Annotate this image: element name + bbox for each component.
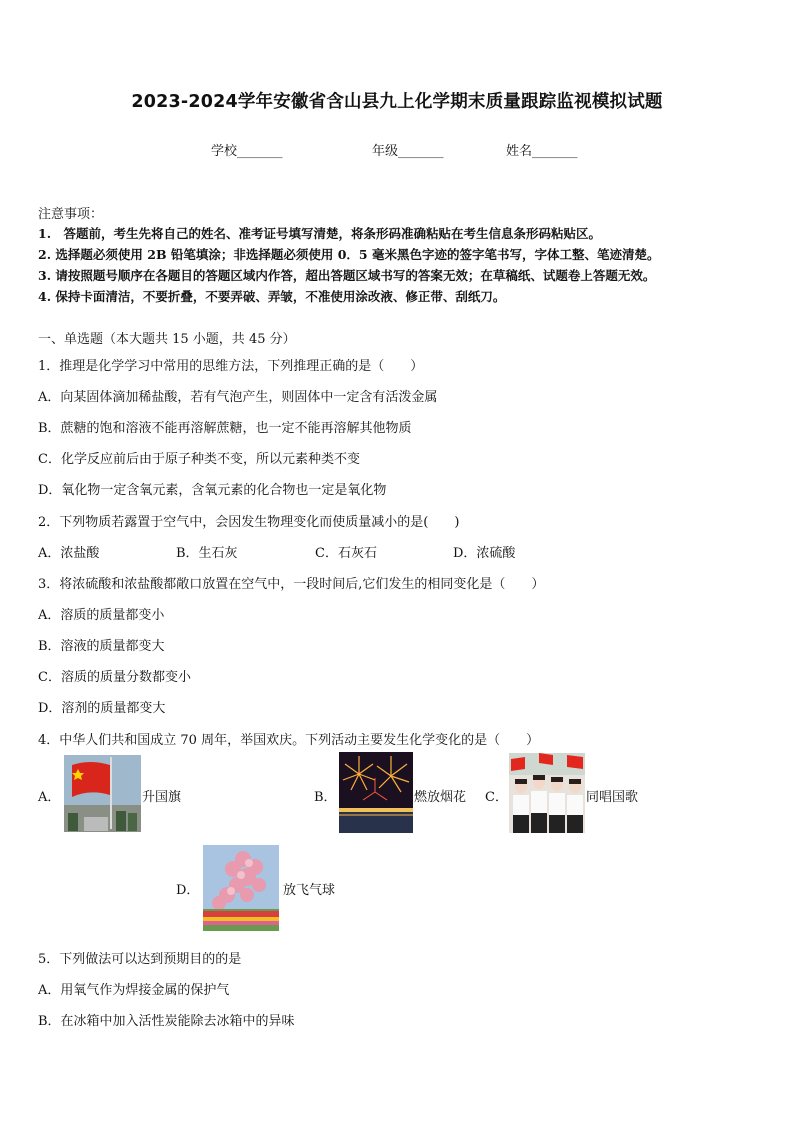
question-4-option-c-label: 同唱国歌 bbox=[586, 790, 639, 805]
name-field: 姓名_______ bbox=[506, 144, 578, 159]
question-5-option-a: A．用氧气作为焊接金属的保护气 bbox=[38, 983, 230, 998]
question-1-option-d: D．氧化物一定含氧元素，含氧元素的化合物也一定是氧化物 bbox=[38, 483, 387, 498]
question-5-option-b: B．在冰箱中加入活性炭能除去冰箱中的异味 bbox=[38, 1014, 295, 1029]
question-2-option-d: D．浓硫酸 bbox=[453, 546, 516, 561]
school-field: 学校_______ bbox=[211, 144, 283, 159]
question-4-option-a-letter: A． bbox=[38, 790, 61, 805]
question-2-option-a: A．浓盐酸 bbox=[38, 546, 100, 561]
question-4-stem: 4．中华人们共和国成立 70 周年，举国欢庆。下列活动主要发生化学变化的是（ ） bbox=[38, 733, 540, 748]
question-3-option-d: D．溶剂的质量都变大 bbox=[38, 701, 166, 716]
question-3-option-c: C．溶质的质量分数都变小 bbox=[38, 670, 191, 685]
question-4-option-b-label: 燃放烟花 bbox=[414, 790, 467, 805]
note-item-3: 3. 请按照题号顺序在各题目的答题区域内作答，超出答题区域书写的答案无效；在草稿纸、试题卷上答题无效。 bbox=[38, 268, 656, 283]
section-heading: 一、单选题（本大题共 15 小题，共 45 分） bbox=[38, 332, 296, 347]
notes-heading: 注意事项： bbox=[38, 207, 104, 222]
question-3-option-b: B．溶液的质量都变大 bbox=[38, 639, 165, 654]
question-1-option-a: A．向某固体滴加稀盐酸，若有气泡产生，则固体中一定含有活泼金属 bbox=[38, 390, 438, 405]
question-4-option-d-label: 放飞气球 bbox=[283, 883, 336, 898]
question-4-option-c-letter: C． bbox=[485, 790, 508, 805]
question-1-stem: 1．推理是化学学习中常用的思维方法，下列推理正确的是（ ） bbox=[38, 359, 424, 374]
question-2-option-c: C．石灰石 bbox=[315, 546, 377, 561]
question-1-option-c: C．化学反应前后由于原子种类不变，所以元素种类不变 bbox=[38, 452, 360, 467]
singing-anthem-image bbox=[509, 753, 585, 833]
question-1-option-b: B．蔗糖的饱和溶液不能再溶解蔗糖，也一定不能再溶解其他物质 bbox=[38, 421, 412, 436]
question-4-option-b-letter: B． bbox=[314, 790, 337, 805]
balloons-image bbox=[203, 845, 279, 931]
question-4-option-d-letter: D． bbox=[176, 883, 200, 898]
question-2-option-b: B．生石灰 bbox=[176, 546, 238, 561]
note-item-2: 2. 选择题必须使用 2B 铅笔填涂；非选择题必须使用 0．5 毫米黑色字迹的签字笔书写，字体工整、笔迹清楚。 bbox=[38, 247, 660, 262]
fireworks-image bbox=[339, 752, 413, 833]
grade-field: 年级_______ bbox=[372, 144, 444, 159]
question-3-stem: 3．将浓硫酸和浓盐酸都敞口放置在空气中，一段时间后,它们发生的相同变化是（ ） bbox=[38, 577, 545, 592]
note-item-4: 4. 保持卡面清洁，不要折叠，不要弄破、弄皱，不准使用涂改液、修正带、刮纸刀。 bbox=[38, 289, 506, 304]
flag-raising-image bbox=[64, 755, 141, 832]
question-2-stem: 2．下列物质若露置于空气中，会因发生物理变化而使质量减小的是( ) bbox=[38, 515, 460, 530]
question-3-option-a: A．溶质的质量都变小 bbox=[38, 608, 165, 623]
question-4-option-a-label: 升国旗 bbox=[142, 790, 182, 805]
exam-title: 2023-2024学年安徽省含山县九上化学期末质量跟踪监视模拟试题 bbox=[131, 92, 663, 112]
note-item-1: 1. 答题前，考生先将自己的姓名、准考证号填写清楚，将条形码准确粘贴在考生信息条形码粘贴区。 bbox=[38, 226, 602, 241]
question-5-stem: 5．下列做法可以达到预期目的的是 bbox=[38, 952, 242, 967]
